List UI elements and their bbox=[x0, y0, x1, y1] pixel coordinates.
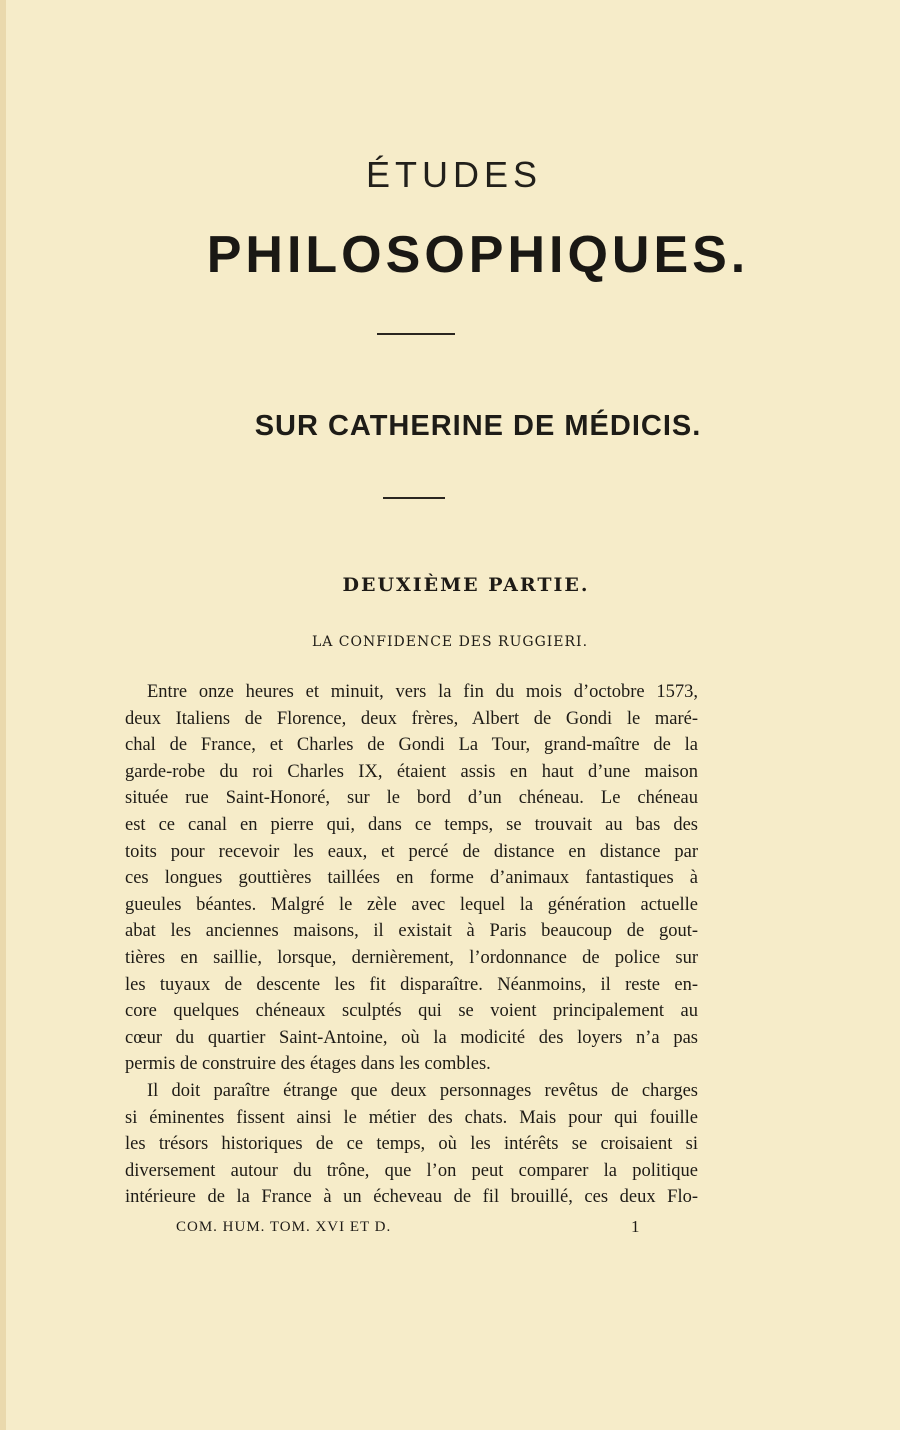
text-line: diversement autour du trône, que l’on peut comparer la politique bbox=[125, 1160, 698, 1181]
page-gutter-edge bbox=[0, 0, 6, 1430]
chapter-title: LA CONFIDENCE DES RUGGIERI. bbox=[311, 634, 589, 650]
text-line: est ce canal en pierre qui, dans ce temps, se trouvait au bas des bbox=[125, 814, 698, 835]
text-line: cœur du quartier Saint-Antoine, où la modicité des loyers n’a pas bbox=[125, 1027, 698, 1048]
footer-sheet-number: 1 bbox=[631, 1217, 640, 1236]
text-line: gueules béantes. Malgré le zèle avec lequel la génération actuelle bbox=[125, 894, 698, 915]
part-title: DEUXIÈME PARTIE. bbox=[342, 574, 590, 596]
text-line: les tuyaux de descente les fit disparaître. Néanmoins, il reste en- bbox=[125, 974, 698, 995]
title-divider-rule bbox=[377, 333, 455, 335]
text-line: permis de construire des étages dans les combles. bbox=[125, 1054, 491, 1075]
text-line: les trésors historiques de ce temps, où les intérêts se croisaient si bbox=[125, 1134, 698, 1155]
text-line: Entre onze heures et minuit, vers la fin du mois d’octobre 1573, bbox=[147, 682, 698, 702]
series-title: ÉTUDES bbox=[365, 154, 543, 195]
footer-signature: COM. HUM. TOM. XVI ET D. bbox=[176, 1219, 392, 1235]
section-divider-rule bbox=[383, 497, 445, 499]
series-subtitle: PHILOSOPHIQUES. bbox=[206, 226, 750, 284]
work-title: SUR CATHERINE DE MÉDICIS. bbox=[254, 410, 702, 442]
text-line: si éminentes fissent ainsi le métier des chats. Mais pour qui fouille bbox=[125, 1107, 698, 1128]
text-line: intérieure de la France à un écheveau de fil brouillé, ces deux Flo- bbox=[125, 1187, 698, 1208]
text-line: deux Italiens de Florence, deux frères, Albert de Gondi le maré- bbox=[125, 708, 698, 729]
text-line: chal de France, et Charles de Gondi La Tour, grand-maître de la bbox=[125, 735, 698, 756]
text-line: Il doit paraître étrange que deux personnages revêtus de charges bbox=[147, 1080, 698, 1101]
text-line: ces longues gouttières taillées en forme d’animaux fantastiques à bbox=[125, 868, 698, 889]
text-line: tières en saillie, lorsque, dernièrement, l’ordonnance de police sur bbox=[125, 947, 698, 968]
text-line: toits pour recevoir les eaux, et percé de distance en distance par bbox=[125, 841, 698, 862]
text-line: garde-robe du roi Charles IX, étaient assis en haut d’une maison bbox=[125, 761, 698, 782]
text-line: core quelques chéneaux sculptés qui se voient principalement au bbox=[125, 1001, 698, 1022]
text-line: abat les anciennes maisons, il existait à Paris beaucoup de gout- bbox=[125, 921, 698, 942]
body-text bbox=[125, 679, 698, 1211]
text-line: située rue Saint-Honoré, sur le bord d’un chéneau. Le chéneau bbox=[125, 788, 698, 809]
